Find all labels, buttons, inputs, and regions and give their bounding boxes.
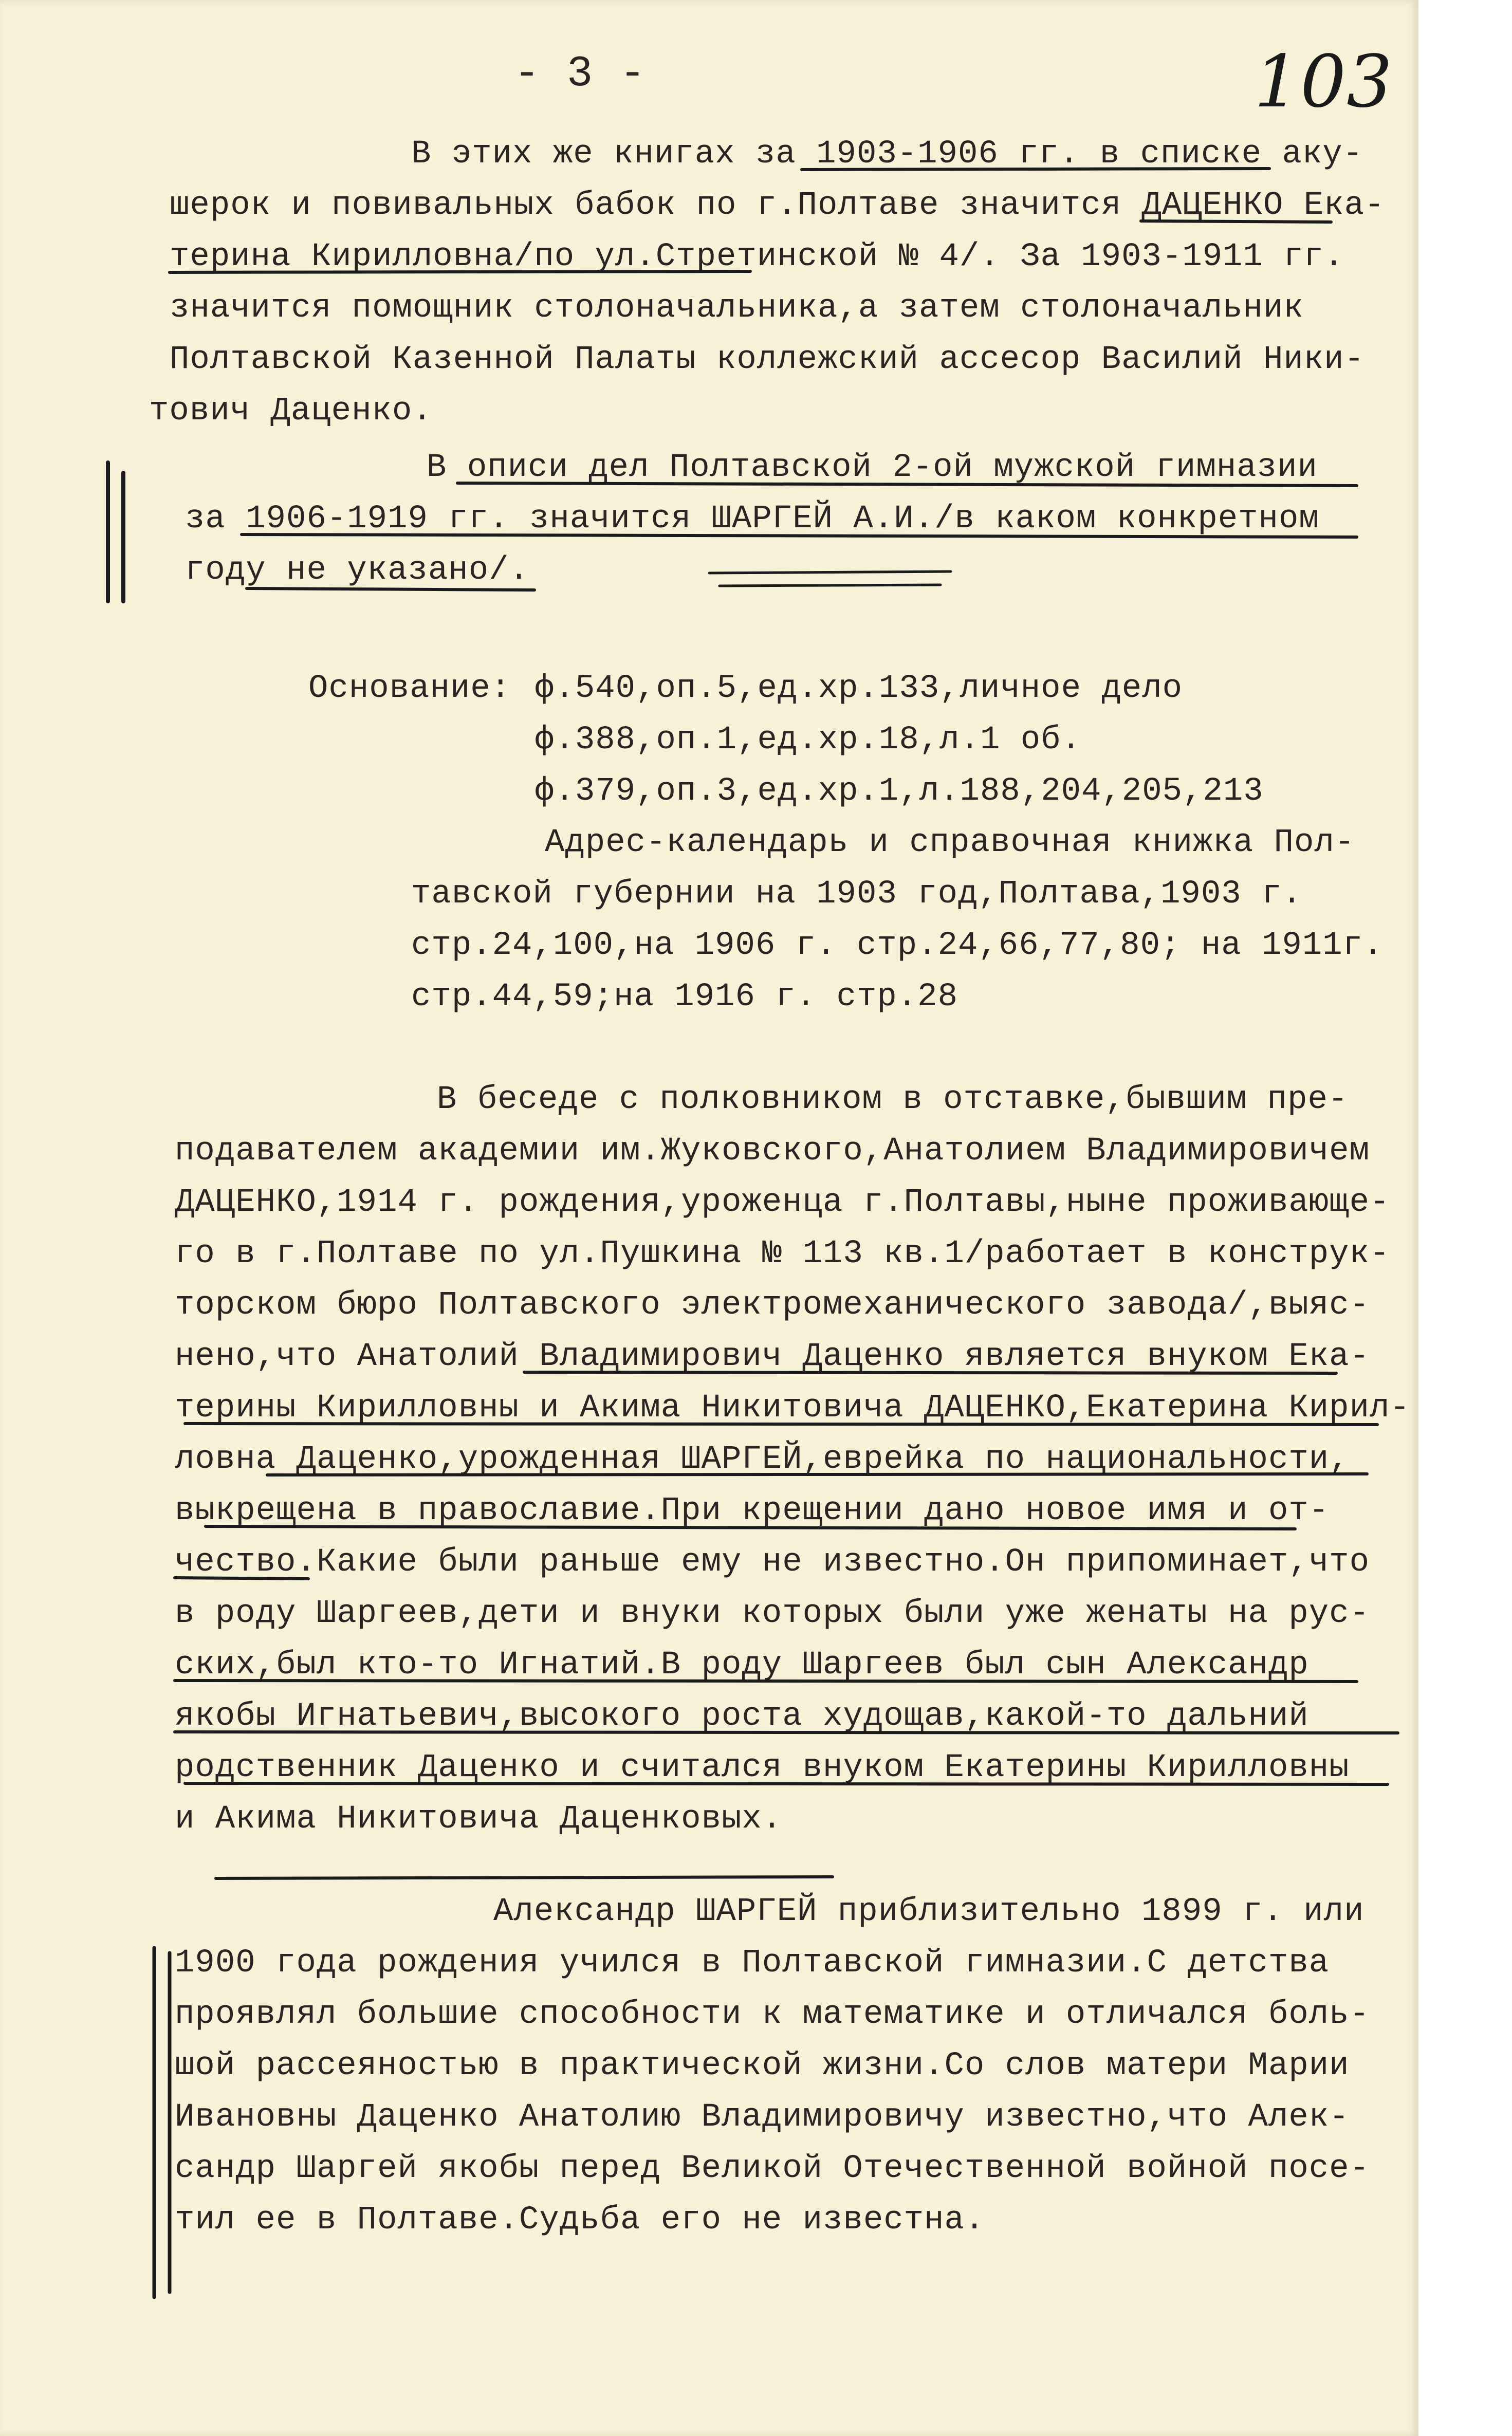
underline-mark: [185, 1424, 1377, 1425]
text-line: В описи дел Полтавской 2-ой мужской гимназии: [427, 449, 1318, 486]
text-line: ДАЦЕНКО,1914 г. рождения,уроженца г.Полтавы,ныне проживающе-: [175, 1184, 1390, 1221]
source-line: стр.44,59;на 1916 г. стр.28: [411, 979, 958, 1016]
text-line: ских,был кто-то Игнатий.В роду Шаргеев был сын Александр: [175, 1647, 1309, 1684]
underline-mark: [175, 1681, 1357, 1682]
source-line: ф.540,оп.5,ед.хр.133,личное дело: [534, 670, 1183, 707]
text-line: Полтавской Казенной Палаты коллежский ассесор Василий Ники-: [170, 341, 1365, 378]
underline-mark: [242, 534, 1357, 537]
text-line: шой рассеяностью в практической жизни.Со слов матери Марии: [175, 2047, 1350, 2084]
text-line: ловна Даценко,урожденная ШАРГЕЙ,еврейка по национальности,: [175, 1441, 1350, 1478]
underline-mark: [1141, 221, 1331, 222]
text-line: Александр ШАРГЕЙ приблизительно 1899 г. или: [493, 1893, 1365, 1930]
text-line: значится помощник столоначальника,а затем столоначальник: [170, 290, 1304, 327]
text-line: 1900 года рождения учился в Полтавской гимназии.С детства: [175, 1945, 1330, 1982]
text-line: В этих же книгах за 1903-1906 гг. в списке аку-: [411, 136, 1363, 173]
text-line: в роду Шаргеев,дети и внуки которых были уже женаты на рус-: [175, 1595, 1370, 1632]
source-line: ф.379,оп.3,ед.хр.1,л.188,204,205,213: [534, 773, 1264, 810]
underline-mark: [720, 585, 941, 586]
text-line: нено,что Анатолий Владимирович Даценко является внуком Ека-: [175, 1338, 1370, 1375]
underline-mark: [185, 1783, 1388, 1784]
underline-mark: [175, 1732, 1398, 1733]
text-line: В беседе с полковником в отставке,бывшим пре-: [437, 1081, 1349, 1118]
underline-mark: [170, 271, 750, 272]
source-line: Адрес-календарь и справочная книжка Пол-: [545, 824, 1355, 861]
text-line: тович Даценко.: [149, 393, 433, 430]
underline-mark: [175, 1578, 308, 1579]
source-line: ф.388,оп.1,ед.хр.18,л.1 об.: [534, 722, 1081, 759]
text-line: чество.Какие были раньше ему не известно.Он припоминает,что: [175, 1544, 1370, 1581]
page-number: - 3 -: [514, 50, 647, 99]
text-line: Ивановны Даценко Анатолию Владимировичу известно,что Алек-: [175, 2099, 1350, 2136]
basis-label: Основание:: [308, 670, 511, 707]
text-line: году не указано/.: [185, 552, 529, 589]
text-line: проявлял большие способности к математике и отличался боль-: [175, 1996, 1370, 2033]
text-line: терина Кирилловна/по ул.Стретинской № 4/. За 1903-1911 гг.: [170, 238, 1344, 275]
underline-mark: [247, 588, 534, 590]
text-line: терины Кирилловны и Акима Никитовича ДАЦЕНКО,Екатерина Кирил-: [175, 1390, 1410, 1427]
source-line: тавской губернии на 1903 год,Полтава,1903 г.: [411, 876, 1302, 913]
text-line: торском бюро Полтавского электромеханического завода/,выяс-: [175, 1287, 1370, 1324]
underline-mark: [267, 1474, 1367, 1475]
source-line: стр.24,100,на 1906 г. стр.24,66,77,80; на 1911г.: [411, 927, 1384, 964]
underline-mark: [457, 483, 1357, 486]
text-line: сандр Шаргей якобы перед Великой Отечественной войной посе-: [175, 2150, 1370, 2187]
text-line: шерок и повивальных бабок по г.Полтаве значится ДАЦЕНКО Ека-: [170, 187, 1385, 224]
text-line: подавателем академии им.Жуковского,Анатолием Владимировичем: [175, 1133, 1370, 1170]
underline-mark: [206, 1526, 1295, 1529]
text-line: и Акима Никитовича Даценковых.: [175, 1801, 783, 1838]
text-line: родственник Даценко и считался внуком Екатерины Кирилловны: [175, 1749, 1350, 1786]
text-line: тил ее в Полтаве.Судьба его не известна.: [175, 2202, 985, 2239]
text-line: го в г.Полтаве по ул.Пушкина № 113 кв.1/работает в конструк-: [175, 1235, 1390, 1272]
handwritten-folio-number: 103: [1254, 40, 1393, 124]
underline-mark: [524, 1372, 1336, 1373]
underline-mark: [802, 169, 1269, 170]
text-line: за 1906-1919 гг. значится ШАРГЕЙ А.И./в каком конкретном: [185, 501, 1319, 538]
text-line: выкрещена в православие.При крещении дано новое имя и от-: [175, 1492, 1330, 1529]
underline-mark: [216, 1877, 833, 1878]
underline-mark: [709, 571, 951, 573]
text-line: якобы Игнатьевич,высокого роста худощав,какой-то дальний: [175, 1698, 1309, 1735]
